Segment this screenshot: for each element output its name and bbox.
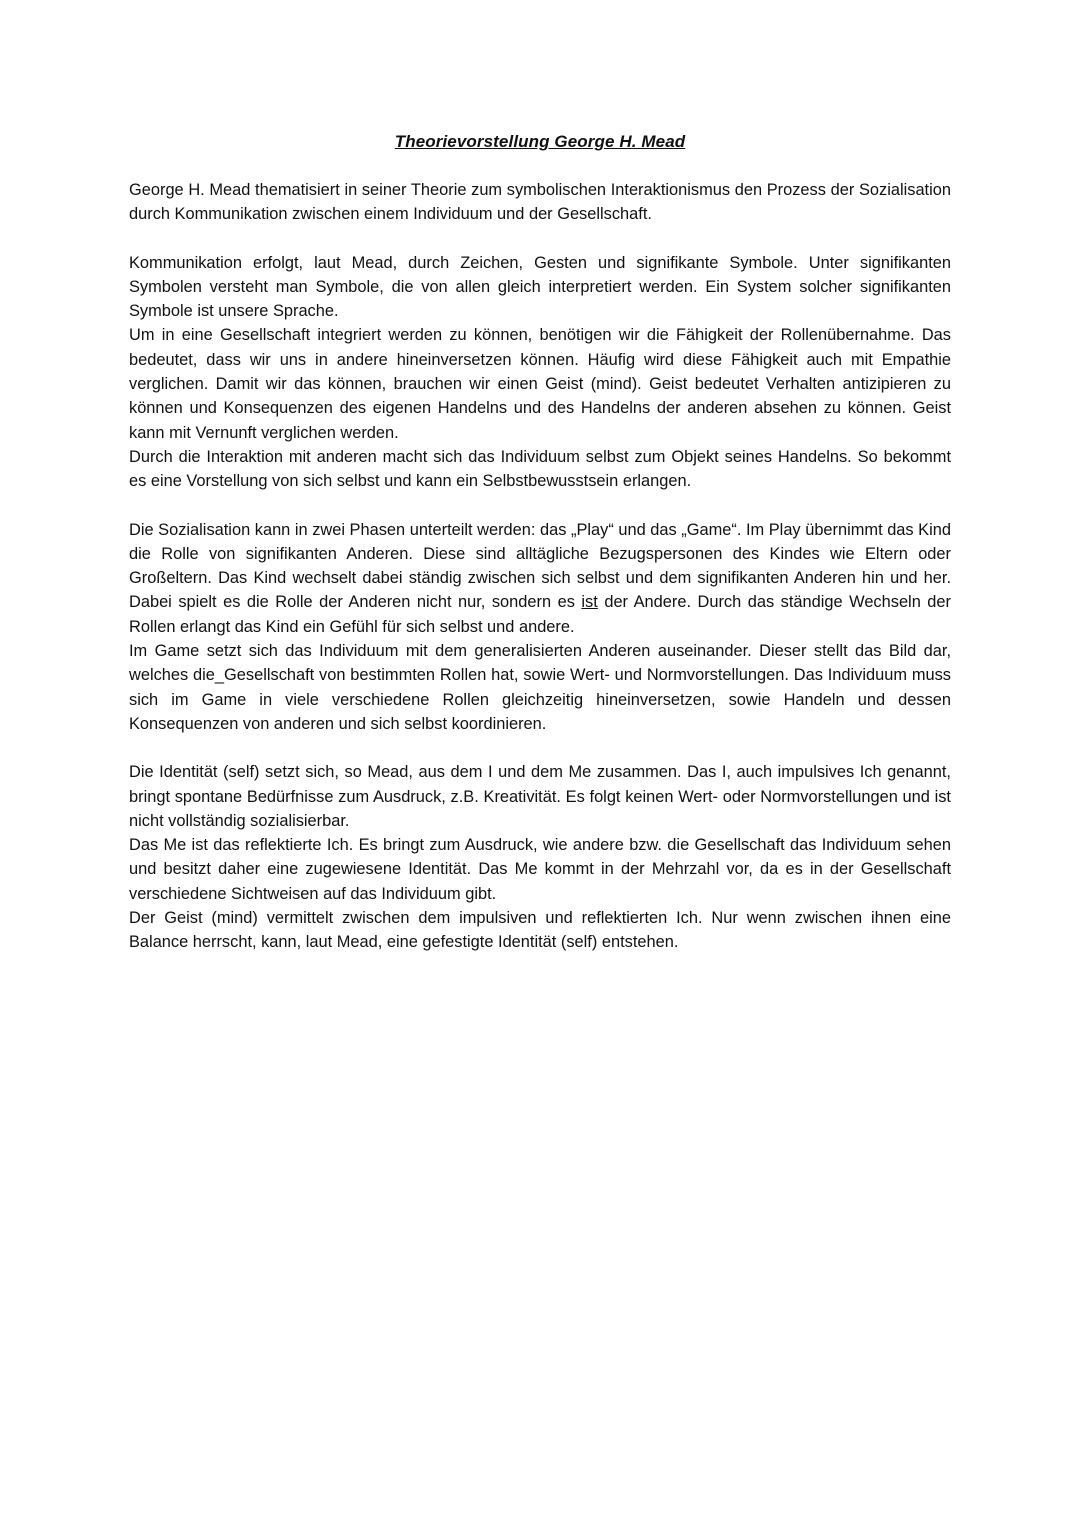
paragraph-play	[129, 518, 951, 639]
document-body	[129, 178, 951, 955]
paragraph-identity-i: Die Identität (self) setzt sich, so Mead, aus dem I und dem Me zusammen. Das I, auch impulsives Ich genannt, bringt spontane Bedürfnisse zum Ausdruck, z.B. Kreativität. Es folgt keinen Wert- oder Normvorstellungen und ist nicht vollständig sozialisierbar.	[129, 763, 951, 830]
paragraph-play-text-a: Die Sozialisation kann in zwei Phasen unterteilt werden: das „Play“ und das „Game“. Im Play übernimmt das Kind die Rolle von signifikanten Anderen. Diese sind alltägliche Bezugspersonen des Kindes wie Eltern oder Großeltern. Das Kind wechselt dabei ständig zwischen sich selbst und dem signifikanten Anderen hin und her. Dabei spielt es die Rolle der Anderen nicht nur, sondern es	[129, 520, 951, 612]
document-title: Theorievorstellung George H. Mead	[394, 132, 686, 151]
paragraph-mind-balance: Der Geist (mind) vermittelt zwischen dem impulsiven und reflektierten Ich. Nur wenn zwischen ihnen eine Balance herrscht, kann, laut Mead, eine gefestigte Identität (self) entstehen.	[129, 909, 951, 952]
paragraph-communication: Kommunikation erfolgt, laut Mead, durch Zeichen, Gesten und signifikante Symbole. Unter signifikanten Symbolen versteht man Symbole, die von allen gleich interpretiert werden. Ein System solcher signifikanten Symbole ist unsere Sprache.	[129, 253, 951, 321]
underlined-word-ist: ist	[581, 593, 598, 612]
paragraph-play-text-b: der Andere. Durch das ständige Wechseln der Rollen erlangt das Kind ein Gefühl für sich selbst und andere.	[129, 593, 952, 636]
paragraph-self-object: Durch die Interaktion mit anderen macht sich das Individuum selbst zum Objekt seines Handelns. So bekommt es eine Vorstellung von sich selbst und kann ein Selbstbewusstsein erlangen.	[129, 447, 951, 491]
paragraph-game: Im Game setzt sich das Individuum mit dem generalisierten Anderen auseinander. Dieser stellt das Bild dar, welches die_Gesellschaft von bestimmten Rollen hat, sowie Wert- und Normvorstellungen. Das Individuum muss sich im Game in viele verschiedene Rollen gleichzeitig hineinversetzen, sowie Handeln und dessen Konsequenzen von anderen und sich selbst koordinieren.	[129, 642, 951, 733]
paragraph-role-taking: Um in eine Gesellschaft integriert werden zu können, benötigen wir die Fähigkeit der Rollenübernahme. Das bedeutet, dass wir uns in andere hineinversetzen können. Häufig wird diese Fähigkeit auch mit Empathie verglichen. Damit wir das können, brauchen wir einen Geist (mind). Geist bedeutet Verhalten antizipieren zu können und Konsequenzen des eigenen Handelns und des Handelns der anderen absehen zu können. Geist kann mit Vernunft verglichen werden.	[129, 326, 951, 442]
paragraph-intro: George H. Mead thematisiert in seiner Theorie zum symbolischen Interaktionismus den Prozess der Sozialisation durch Kommunikation zwischen einem Individuum und der Gesellschaft.	[129, 181, 951, 224]
paragraph-identity-me: Das Me ist das reflektierte Ich. Es bringt zum Ausdruck, wie andere bzw. die Gesellschaft das Individuum sehen und besitzt daher eine zugewiesene Identität. Das Me kommt in der Mehrzahl vor, da es in der Gesellschaft verschiedene Sichtweisen auf das Individuum gibt.	[129, 836, 951, 903]
